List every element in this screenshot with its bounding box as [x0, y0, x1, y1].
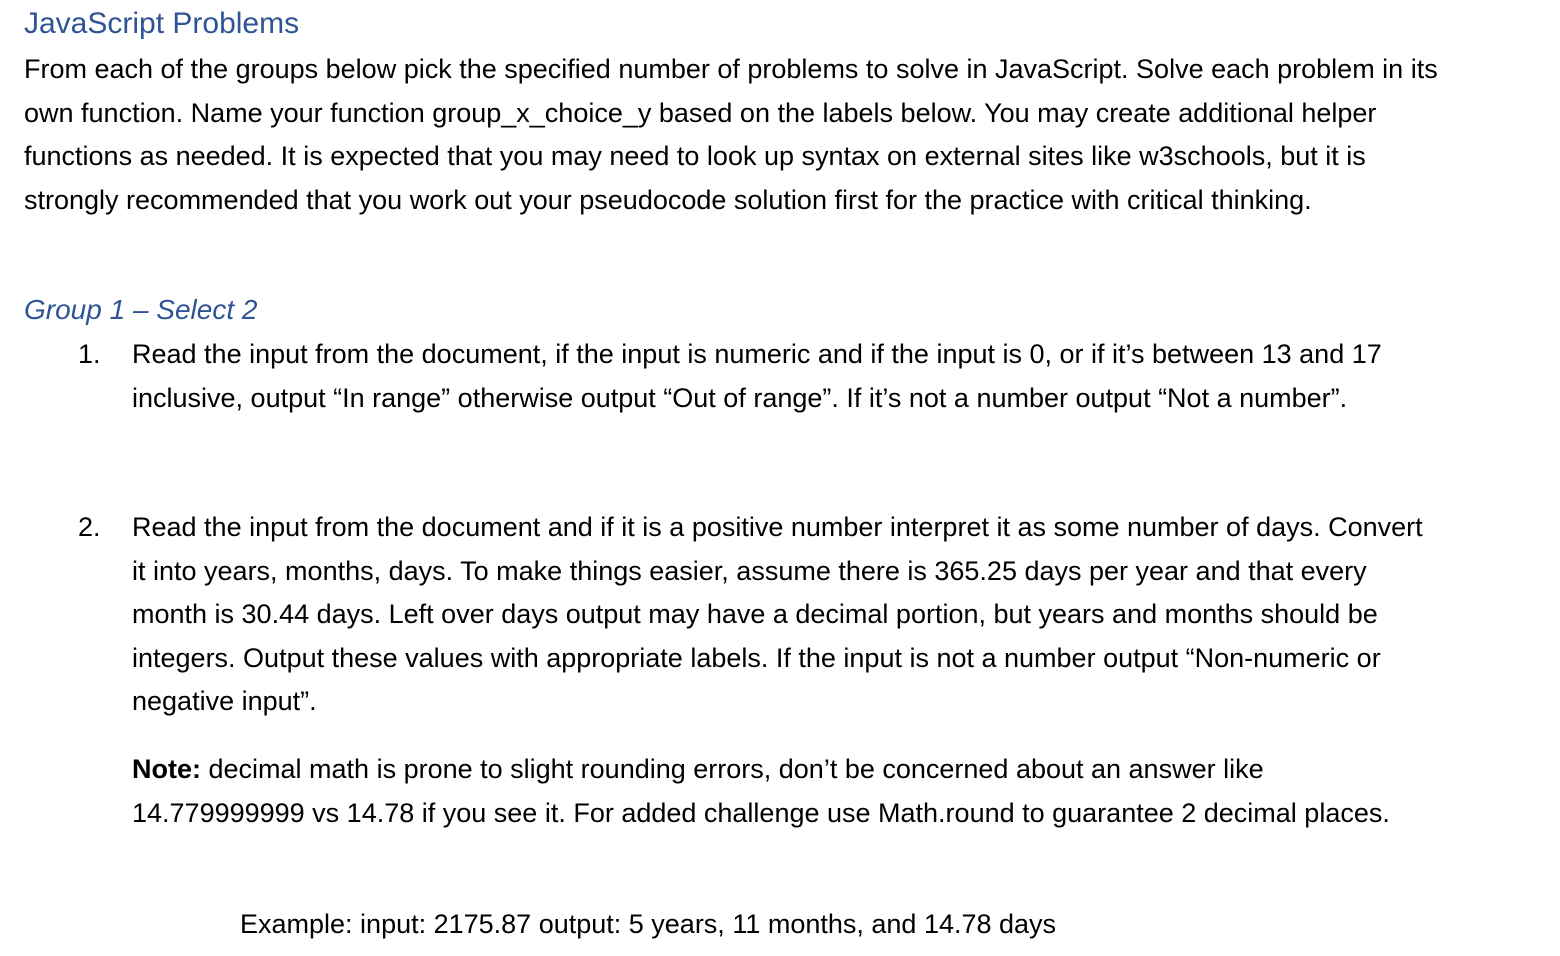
document-title: JavaScript Problems	[24, 7, 300, 40]
note-text: decimal math is prone to slight rounding errors, don’t be concerned about an answer like 14.779999999 vs 14.78 if you see it. For added challenge use Math.round to guarantee 2 decimal places.	[132, 754, 1390, 828]
problem-number: 1.	[78, 339, 101, 369]
problem-text: Read the input from the document and if it is a positive number interpret it as some number of days. Convert it into years, months, days. To make things easier, assume there is 365.25 days per year and that every month is 30.44 days. Left over days output may have a decimal portion, but years and months should be integers. Output these values with appropriate labels. If the input is not a number output “Non-numeric or negative input”.	[132, 512, 1423, 717]
problem-number: 2.	[78, 512, 101, 542]
note-paragraph	[132, 748, 1432, 835]
group-heading: Group 1 – Select 2	[24, 294, 258, 325]
intro-paragraph: From each of the groups below pick the specified number of problems to solve in JavaScript. Solve each problem in its own function. Name your function group_x_choice_y based on the labels below. You may create additional helper functions as needed. It is expected that you may need to look up syntax on external sites like w3schools, but it is strongly recommended that you work out your pseudocode solution first for the practice with critical thinking.	[24, 54, 1438, 215]
example-line: Example: input: 2175.87 output: 5 years, 11 months, and 14.78 days	[240, 909, 1057, 939]
problem-text: Read the input from the document, if the input is numeric and if the input is 0, or if it’s between 13 and 17 inclusive, output “In range” otherwise output “Out of range”. If it’s not a number output “Not a number”.	[132, 339, 1382, 413]
note-label: Note:	[132, 754, 201, 784]
